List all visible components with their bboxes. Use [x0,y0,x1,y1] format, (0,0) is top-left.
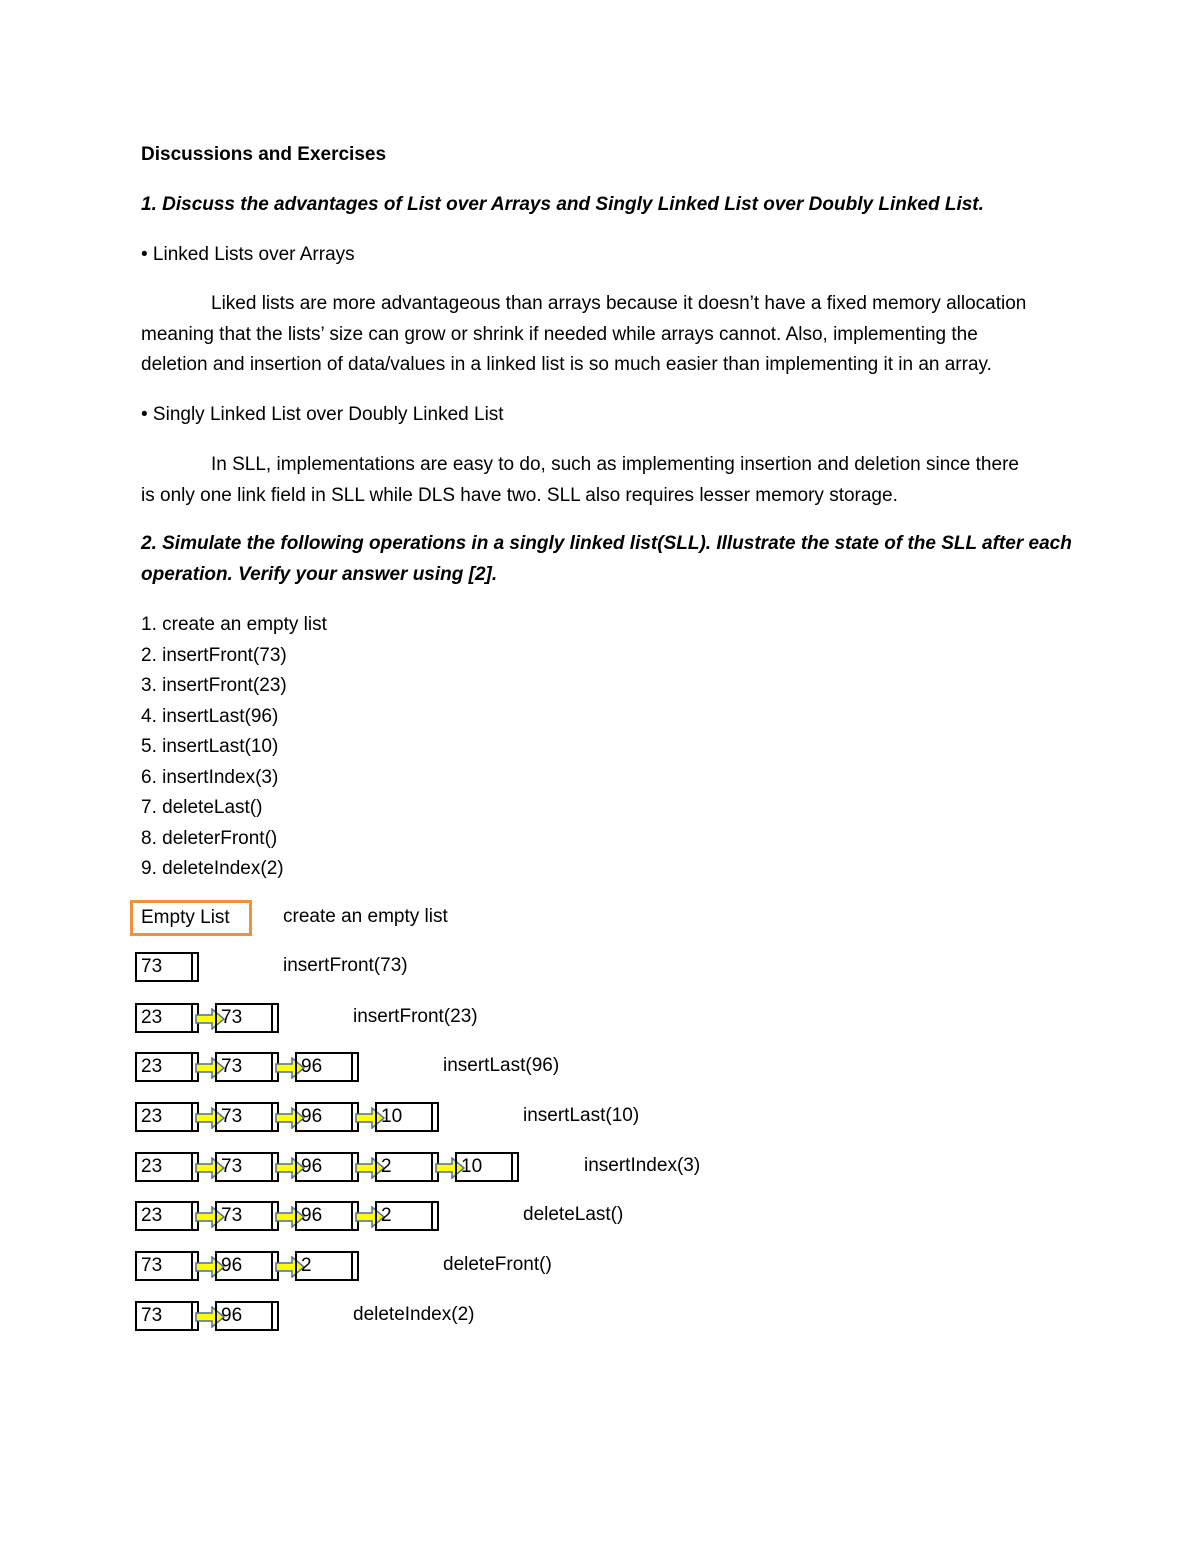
node-data-cell: 73 [215,1052,273,1082]
node-link-field [349,1251,359,1281]
operations-list [141,610,327,885]
list-item: 7. deleteLast() [141,797,263,818]
node-data-cell: 23 [135,1152,193,1182]
node-data-cell: 96 [295,1201,353,1231]
node-data-cell: 2 [375,1201,433,1231]
node-data-cell: 2 [375,1152,433,1182]
paragraph-line: meaning that the lists’ size can grow or shrink if needed while arrays cannot. Also, implementing the [141,323,978,345]
node-data-cell: 73 [215,1102,273,1132]
node-link-field [269,1301,279,1331]
node-link-field [189,952,199,982]
paragraph-line: Liked lists are more advantageous than arrays because it doesn’t have a fixed memory allocation [211,293,1027,314]
answer-paragraph-1 [141,289,1026,381]
operation-label: insertIndex(3) [584,1155,701,1176]
node-link-field [509,1152,519,1182]
question-line: operation. Verify your answer using [2]. [141,563,498,585]
node-data-cell: 96 [295,1102,353,1132]
operation-label: insertFront(73) [283,955,408,976]
node-data-cell: 23 [135,1003,193,1033]
bullet-linked-lists-over-arrays: • Linked Lists over Arrays [141,244,355,265]
node-link-field [429,1201,439,1231]
operation-label: create an empty list [283,906,448,927]
node-data-cell: 23 [135,1201,193,1231]
list-item: 5. insertLast(10) [141,736,279,757]
list-item: 9. deleteIndex(2) [141,858,284,879]
list-item: 1. create an empty list [141,614,327,635]
operation-label: deleteLast() [523,1204,624,1225]
node-link-field [269,1003,279,1033]
operation-label: insertLast(10) [523,1105,640,1126]
operation-label: deleteIndex(2) [353,1304,475,1325]
node-data-cell: 23 [135,1102,193,1132]
node-data-cell: 2 [295,1251,353,1281]
node-link-field [429,1102,439,1132]
question-1: 1. Discuss the advantages of List over Arrays and Singly Linked List over Doubly Linked List. [141,194,984,215]
node-data-cell: 96 [215,1301,273,1331]
bullet-sll-over-dll: • Singly Linked List over Doubly Linked List [141,404,504,425]
question-2 [141,529,1072,590]
node-data-cell: 73 [215,1003,273,1033]
answer-paragraph-2 [141,450,1019,511]
node-data-cell: 96 [295,1152,353,1182]
list-item: 4. insertLast(96) [141,705,279,727]
section-heading: Discussions and Exercises [141,144,387,165]
node-link-field [349,1052,359,1082]
empty-list-box: Empty List [130,900,252,936]
node-data-cell: 10 [455,1152,513,1182]
node-data-cell: 73 [135,1301,193,1331]
list-item: 6. insertIndex(3) [141,766,279,788]
node-data-cell: 10 [375,1102,433,1132]
node-data-cell: 73 [135,1251,193,1281]
question-line: 2. Simulate the following operations in a singly linked list(SLL). Illustrate the state of the SLL after each [141,533,1072,554]
node-data-cell: 73 [215,1152,273,1182]
paragraph-line: deletion and insertion of data/values in a linked list is so much easier than implementing it in an array. [141,354,992,375]
node-data-cell: 96 [215,1251,273,1281]
paragraph-line: is only one link field in SLL while DLS have two. SLL also requires lesser memory storage. [141,484,898,506]
operation-label: insertLast(96) [443,1055,560,1076]
operation-label: deleteFront() [443,1254,552,1275]
node-data-cell: 23 [135,1052,193,1082]
node-data-cell: 73 [215,1201,273,1231]
list-item: 2. insertFront(73) [141,644,287,666]
node-data-cell: 73 [135,952,193,982]
node-data-cell: 96 [295,1052,353,1082]
list-item: 3. insertFront(23) [141,675,287,696]
operation-label: insertFront(23) [353,1006,478,1027]
paragraph-line: In SLL, implementations are easy to do, such as implementing insertion and deletion since there [211,454,1019,475]
list-item: 8. deleterFront() [141,827,278,849]
